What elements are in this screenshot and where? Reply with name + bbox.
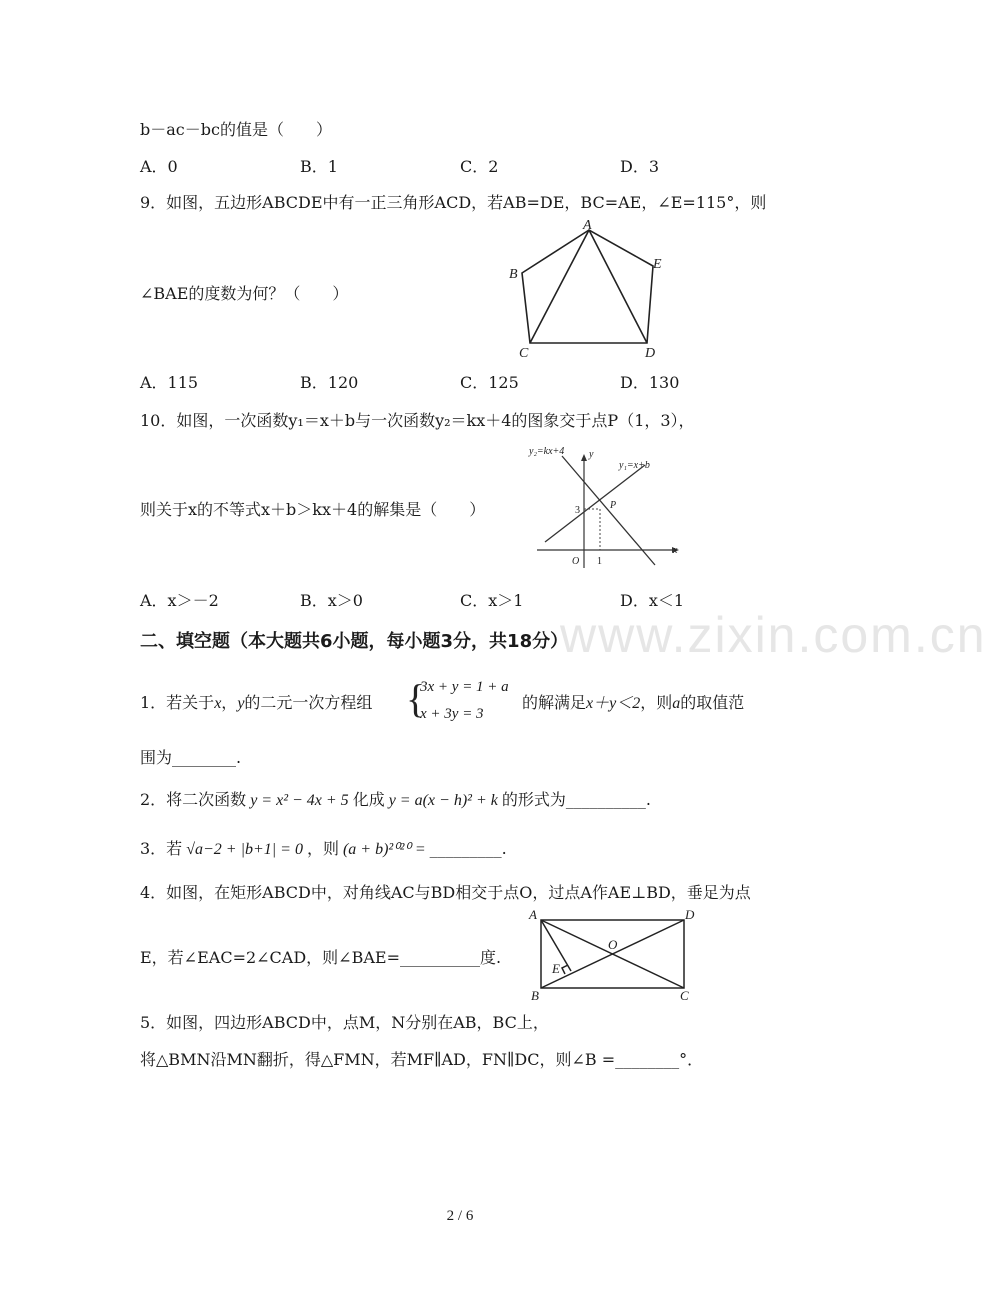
page-number: 2 / 6 bbox=[446, 1208, 474, 1224]
f1-stem-line1 bbox=[140, 693, 372, 714]
q8-option-d: D．3 bbox=[620, 157, 660, 176]
section-title: 二、填空题（本大题共6小题，每小题3分，共18分） bbox=[140, 631, 569, 652]
f4-stem-line1: 4．如图，在矩形ABCD中，对角线AC与BD相交于点O，过点A作AE⊥BD，垂足为点 bbox=[140, 883, 751, 902]
q8-option-b: B．1 bbox=[300, 157, 338, 176]
q10-option-d: D．x＜1 bbox=[620, 591, 685, 610]
f2-mid: 化成 bbox=[352, 790, 385, 809]
f4-label-b: B bbox=[531, 988, 539, 1003]
f1-prefix: 1．若关于 bbox=[140, 693, 215, 712]
f1-stem-line2: 围为________. bbox=[140, 748, 242, 767]
watermark: www.zixin.com.cn bbox=[560, 607, 987, 663]
f1-equation-1: 3x + y = 1 + a bbox=[420, 679, 509, 695]
f1-condition: x＋y＜2 bbox=[586, 695, 641, 712]
f4-label-o: O bbox=[608, 937, 618, 952]
f1-var-a: a bbox=[672, 695, 681, 712]
f5-stem-line1: 5．如图，四边形ABCD中，点M，N分别在AB，BC上， bbox=[140, 1013, 549, 1032]
q10-option-c: C．x＞1 bbox=[460, 591, 524, 610]
q10-label-origin: O bbox=[572, 556, 580, 567]
q10-label-p: P bbox=[610, 500, 617, 511]
q8-stem: b－ac－bc的值是（ ） bbox=[140, 120, 332, 139]
q9-option-c: C．125 bbox=[460, 373, 519, 392]
f4-rectangle-figure bbox=[525, 907, 705, 1002]
f4-label-e: E bbox=[552, 961, 560, 976]
f1-equation-2: x + 3y = 3 bbox=[420, 706, 484, 722]
f1-suffix-c: 的取值范 bbox=[680, 693, 745, 712]
q9-option-a: A．115 bbox=[140, 373, 199, 392]
f3-stem bbox=[140, 839, 507, 860]
f3-prefix: 3．若 bbox=[140, 839, 183, 858]
f1-var-x: x bbox=[214, 695, 222, 712]
f4-label-a: A bbox=[529, 907, 537, 922]
f3-expression: √a−2 + |b+1| = 0 bbox=[186, 841, 303, 858]
f3-mid: ，则 bbox=[306, 839, 339, 858]
f1-stem-line1-tail bbox=[522, 693, 744, 714]
f1-mid: 的二元一次方程组 bbox=[244, 693, 373, 712]
q9-stem: 9．如图，五边形ABCDE中有一正三角形ACD，若AB=DE，BC=AE，∠E=115°，则 bbox=[140, 193, 767, 212]
q9-option-d: D．130 bbox=[620, 373, 680, 392]
f3-suffix: _________. bbox=[429, 839, 507, 858]
f1-suffix-b: ，则 bbox=[640, 693, 673, 712]
f4-label-d: D bbox=[685, 907, 695, 922]
q9-option-b: B．120 bbox=[300, 373, 359, 392]
q10-label-y-axis: y bbox=[589, 449, 594, 460]
q9-label-e: E bbox=[653, 257, 662, 272]
q10-stem2: 则关于x的不等式x＋b＞kx＋4的解集是（ ） bbox=[140, 500, 486, 519]
q10-label-y1: y₁=x+b bbox=[619, 460, 650, 471]
f1-var-y: y bbox=[237, 695, 245, 712]
q10-label-one: 1 bbox=[597, 556, 602, 567]
q9-stem2: ∠BAE的度数为何？（ ） bbox=[140, 284, 349, 303]
q9-label-a: A bbox=[583, 218, 592, 233]
q10-option-b: B．x＞0 bbox=[300, 591, 363, 610]
q10-label-y2: y₂=kx+4 bbox=[529, 446, 565, 457]
f1-brace-glyph: { bbox=[406, 676, 426, 721]
f2-suffix: 的形式为__________. bbox=[501, 790, 651, 809]
f2-prefix: 2．将二次函数 bbox=[140, 790, 247, 809]
q9-label-d: D bbox=[645, 346, 656, 361]
f2-vertex-form: y = a(x − h)² + k bbox=[388, 792, 498, 809]
q9-pentagon-figure bbox=[500, 218, 680, 363]
f4-stem-line2: E，若∠EAC=2∠CAD，则∠BAE=__________度. bbox=[140, 948, 502, 967]
q8-option-c: C．2 bbox=[460, 157, 499, 176]
f4-label-c: C bbox=[680, 988, 689, 1003]
q9-label-c: C bbox=[519, 346, 529, 361]
f2-stem bbox=[140, 790, 651, 811]
q10-stem: 10．如图，一次函数y₁＝x＋b与一次函数y₂＝kx＋4的图象交于点P（1，3）， bbox=[140, 411, 695, 430]
q10-option-a: A．x＞－2 bbox=[140, 591, 219, 610]
q8-option-a: A．0 bbox=[140, 157, 178, 176]
q10-graph-figure bbox=[527, 440, 687, 575]
f3-target: (a + b)²⁰²⁰ = bbox=[342, 841, 426, 858]
q10-label-x-axis: x bbox=[673, 545, 678, 556]
f5-stem-line2: 将△BMN沿MN翻折，得△FMN，若MF∥AD，FN∥DC，则∠B =________°． bbox=[140, 1050, 704, 1069]
f1-comma: ， bbox=[221, 693, 238, 712]
q9-label-b: B bbox=[509, 267, 518, 282]
f1-suffix-a: 的解满足 bbox=[522, 693, 587, 712]
q10-label-three: 3 bbox=[575, 505, 580, 516]
f2-function: y = x² − 4x + 5 bbox=[250, 792, 349, 809]
